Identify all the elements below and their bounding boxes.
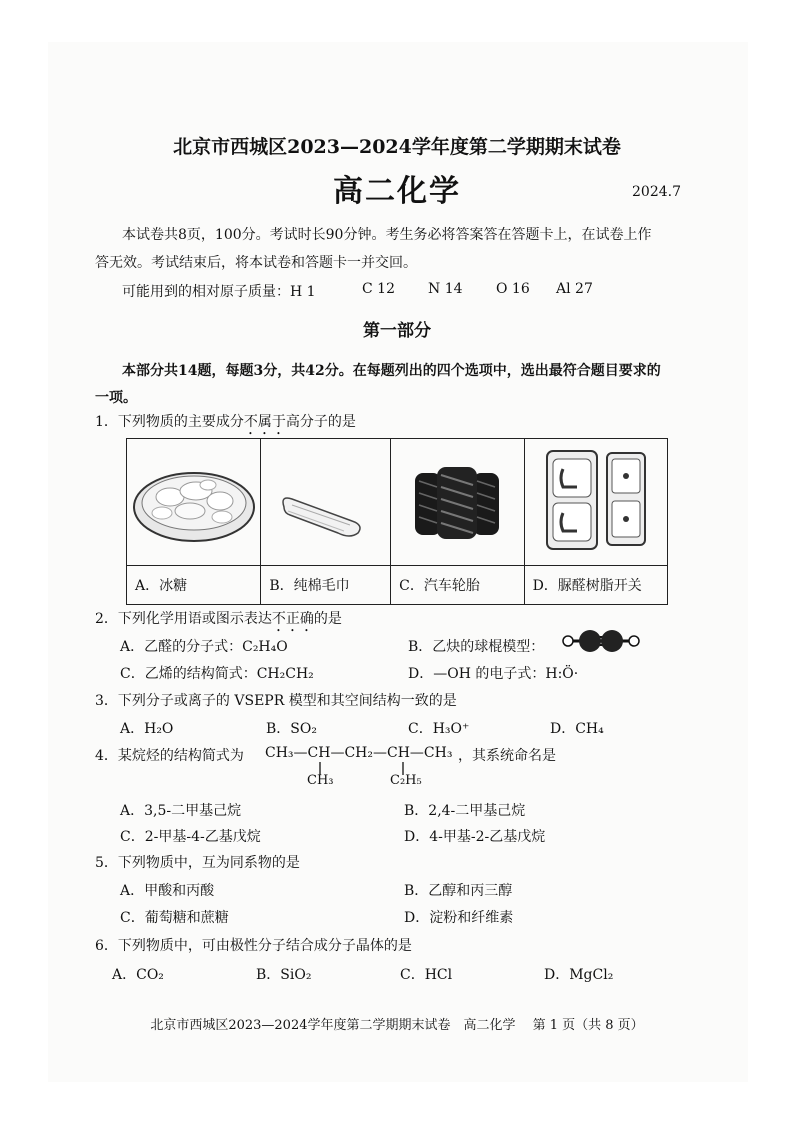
question-number: 4． (95, 748, 118, 764)
mass-n: N 14 (428, 281, 463, 297)
question-text: 下列物质中，互为同系物的是 (117, 855, 300, 871)
q6-option-b: B．SiO₂ (256, 967, 312, 983)
q2-option-d (408, 663, 578, 683)
question-number: 6． (95, 938, 118, 954)
q5-option-d: D．淀粉和纤维素 (404, 910, 514, 926)
emphasis-text: 不正确 (271, 611, 314, 627)
mass-al: Al 27 (556, 281, 593, 297)
q2-option-b: B．乙炔的球棍模型： (408, 639, 545, 655)
alkane-structure-main: CH₃—CH—CH₂—CH—CH₃ (265, 745, 453, 761)
instructions-line-2: 答无效。考试结束后，将本试卷和答题卡一并交回。 (95, 255, 417, 271)
car-tire-image (391, 439, 524, 566)
question-2 (95, 608, 342, 635)
ethyne-ball-stick-model-icon (560, 626, 642, 656)
q4-option-d: D．4-甲基-2-乙基戊烷 (404, 829, 546, 845)
q3-option-d: D．CH₄ (550, 721, 604, 737)
question-text: 下列分子或离子的 VSEPR 模型和其空间结构一致的是 (117, 693, 457, 709)
question-text: 的是 (313, 611, 342, 627)
atomic-masses-label: 可能用到的相对原子质量： (122, 284, 290, 300)
atomic-masses (122, 281, 316, 301)
q4-option-a: A．3,5-二甲基己烷 (120, 803, 242, 819)
q2-option-c: C．乙烯的结构简式：CH₂CH₂ (120, 666, 314, 682)
question-4 (95, 745, 244, 765)
q1-option-a: A．冰糖 (127, 566, 261, 605)
q5-option-a: A．甲酸和丙酸 (120, 883, 215, 899)
q1-image-table (126, 438, 668, 605)
question-number: 2． (95, 611, 118, 627)
question-5 (95, 852, 300, 872)
q4-option-c: C．2-甲基-4-乙基戊烷 (120, 829, 261, 845)
question-3 (95, 690, 457, 710)
instructions-line-1: 本试卷共8页，100分。考试时长90分钟。考生务必将答案答在答题卡上，在试卷上作 (122, 227, 652, 243)
rock-sugar-plate-image (127, 439, 261, 566)
question-1 (95, 411, 356, 438)
question-text: 下列化学用语或图示表达 (117, 611, 272, 627)
q6-option-a: A．CO₂ (112, 967, 164, 983)
q6-option-d: D．MgCl₂ (544, 967, 614, 983)
exam-title: 北京市西城区2023—2024学年度第二学期期末试卷 (173, 136, 621, 158)
q1-option-d: D．脲醛树脂开关 (524, 566, 667, 605)
switch-panel-image (524, 439, 667, 566)
option-text: D．—OH 的电子式： (408, 666, 546, 682)
question-text: 下列物质中，可由极性分子结合成分子晶体的是 (117, 938, 412, 954)
question-6 (95, 935, 412, 955)
mass-c: C 12 (362, 281, 395, 297)
q3-option-b: B．SO₂ (266, 721, 317, 737)
q4-option-b: B．2,4-二甲基己烷 (404, 803, 526, 819)
q3-option-c: C．H₃O⁺ (408, 721, 470, 737)
question-text: 高分子的是 (285, 414, 356, 430)
section-intro-1: 本部分共14题，每题3分，共42分。在每题列出的四个选项中，选出最符合题目要求的 (122, 363, 661, 379)
electron-formula: H:Ö· (545, 666, 579, 682)
emphasis-text: 不属于 (243, 414, 286, 430)
q5-option-c: C．葡萄糖和蔗糖 (120, 910, 229, 926)
q3-option-a: A．H₂O (120, 721, 174, 737)
section-title: 第一部分 (363, 321, 431, 341)
question-number: 5． (95, 855, 118, 871)
question-text: 某烷烃的结构简式为 (117, 748, 244, 764)
question-text: ，其系统命名是 (458, 748, 556, 764)
question-number: 3． (95, 693, 118, 709)
page-footer: 北京市西城区2023—2024学年度第二学期期末试卷 高二化学 第 1 页（共 8 页） (150, 1018, 644, 1033)
mass-o: O 16 (496, 281, 530, 297)
section-intro-2: 一项。 (95, 390, 137, 406)
question-number: 1． (95, 414, 118, 430)
mass-h: H 1 (290, 284, 316, 300)
exam-date: 2024.7 (632, 184, 681, 200)
cotton-towel-image (261, 439, 391, 566)
q1-option-c: C．汽车轮胎 (391, 566, 524, 605)
q6-option-c: C．HCl (400, 967, 453, 983)
q1-option-b: B．纯棉毛巾 (261, 566, 391, 605)
question-text: 下列物质的主要成分 (117, 414, 244, 430)
q5-option-b: B．乙醇和丙三醇 (404, 883, 513, 899)
q2-option-a: A．乙醛的分子式：C₂H₄O (120, 639, 288, 655)
methyl-branch: CH₃ (307, 773, 334, 788)
ethyl-branch: C₂H₅ (390, 773, 422, 788)
subject-title: 高二化学 (333, 174, 461, 209)
